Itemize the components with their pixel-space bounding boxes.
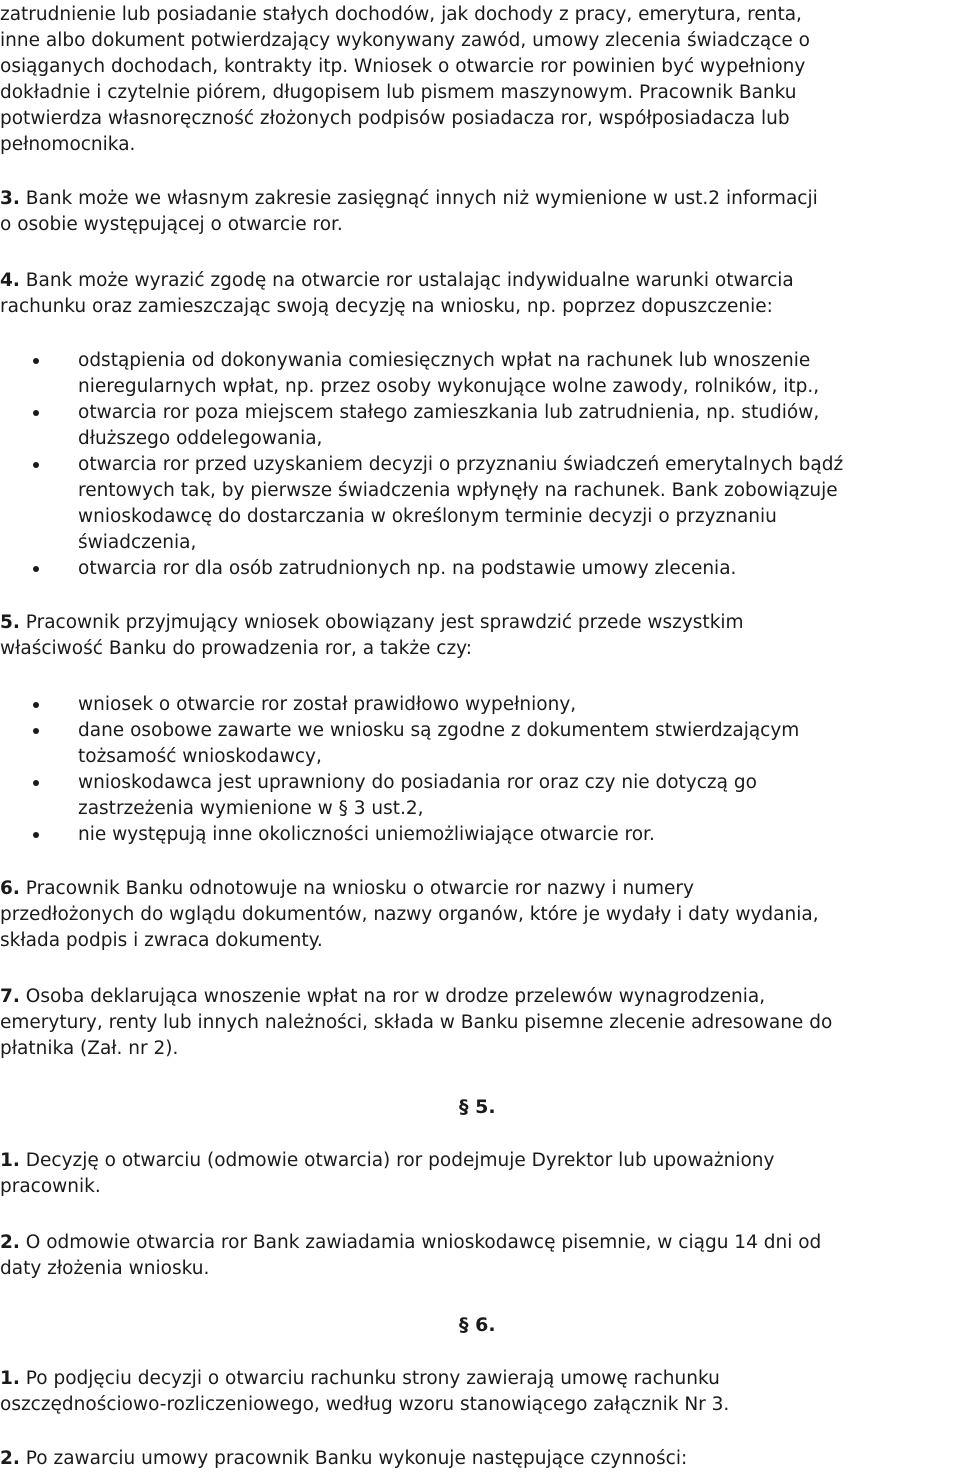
- paragraph-4: [0, 268, 794, 294]
- paragraph-3: [0, 186, 818, 212]
- text-line: potwierdza własnoręczność złożonych podpisów posiadacza ror, współposiadacza lub: [0, 108, 790, 129]
- list-item-continuation: nieregularnych wpłat, np. przez osoby wykonujące wolne zawody, rolników, itp.,: [78, 376, 820, 397]
- text-line: pełnomocnika.: [0, 134, 136, 155]
- text-line: płatnika (Zał. nr 2).: [0, 1038, 179, 1059]
- text-line: właściwość Banku do prowadzenia ror, a także czy:: [0, 638, 473, 659]
- list-item: otwarcia ror przed uzyskaniem decyzji o przyznaniu świadczeń emerytalnych bądź: [78, 454, 844, 475]
- text-line: Bank może we własnym zakresie zasięgnąć innych niż wymienione w ust.2 informacji: [19, 188, 818, 209]
- list-item: dane osobowe zawarte we wniosku są zgodne z dokumentem stwierdzającym: [78, 720, 800, 741]
- section-6-paragraph-1: [0, 1366, 720, 1392]
- section-heading: § 6.: [459, 1314, 496, 1336]
- text-line: emerytury, renty lub innych należności, składa w Banku pisemne zlecenie adresowane do: [0, 1012, 833, 1033]
- text-line: daty złożenia wniosku.: [0, 1258, 210, 1279]
- paragraph-number: 3.: [0, 188, 20, 209]
- list-item-continuation: świadczenia,: [78, 532, 197, 553]
- paragraph-number: 1.: [0, 1368, 20, 1389]
- bullet-icon: [33, 410, 39, 416]
- paragraph-number: 5.: [0, 612, 20, 633]
- bullet-icon: [33, 462, 39, 468]
- bullet-icon: [33, 832, 39, 838]
- list-item: nie występują inne okoliczności uniemożliwiające otwarcie ror.: [78, 824, 655, 845]
- section-heading: § 5.: [459, 1096, 496, 1118]
- paragraph-7: [0, 984, 765, 1010]
- paragraph-number: 4.: [0, 270, 20, 291]
- text-line: oszczędnościowo-rozliczeniowego, według wzoru stanowiącego załącznik Nr 3.: [0, 1394, 730, 1415]
- text-line: zatrudnienie lub posiadanie stałych dochodów, jak dochody z pracy, emerytura, renta,: [0, 4, 802, 25]
- bullet-icon: [33, 358, 39, 364]
- paragraph-number: 1.: [0, 1150, 20, 1171]
- list-item-continuation: wnioskodawcę do dostarczania w określonym terminie decyzji o przyznaniu: [78, 506, 777, 527]
- list-item: wnioskodawca jest uprawniony do posiadania ror oraz czy nie dotyczą go: [78, 772, 757, 793]
- text-line: rachunku oraz zamieszczając swoją decyzję na wniosku, np. poprzez dopuszczenie:: [0, 296, 773, 317]
- text-line: o osobie występującej o otwarcie ror.: [0, 214, 343, 235]
- text-line: Osoba deklarująca wnoszenie wpłat na ror w drodze przelewów wynagrodzenia,: [19, 986, 766, 1007]
- list-item: otwarcia ror poza miejscem stałego zamieszkania lub zatrudnienia, np. studiów,: [78, 402, 820, 423]
- list-item: odstąpienia od dokonywania comiesięcznych wpłat na rachunek lub wnoszenie: [78, 350, 811, 371]
- text-line: przedłożonych do wglądu dokumentów, nazwy organów, które je wydały i daty wydania,: [0, 904, 819, 925]
- bullet-icon: [33, 566, 39, 572]
- paragraph-6: [0, 876, 694, 902]
- paragraph-number: 7.: [0, 986, 20, 1007]
- list-item: wniosek o otwarcie ror został prawidłowo wypełniony,: [78, 694, 577, 715]
- text-line: Decyzję o otwarciu (odmowie otwarcia) ror podejmuje Dyrektor lub upoważniony: [19, 1150, 775, 1171]
- bullet-icon: [33, 728, 39, 734]
- text-line: osiąganych dochodach, kontrakty itp. Wniosek o otwarcie ror powinien być wypełniony: [0, 56, 806, 77]
- text-line: Po zawarciu umowy pracownik Banku wykonuje następujące czynności:: [19, 1448, 688, 1469]
- bullet-icon: [33, 702, 39, 708]
- text-line: Pracownik Banku odnotowuje na wniosku o otwarcie ror nazwy i numery: [19, 878, 694, 899]
- text-line: Bank może wyrazić zgodę na otwarcie ror ustalając indywidualne warunki otwarcia: [19, 270, 794, 291]
- paragraph-5: [0, 610, 744, 636]
- text-line: Po podjęciu decyzji o otwarciu rachunku strony zawierają umowę rachunku: [19, 1368, 720, 1389]
- paragraph-number: 6.: [0, 878, 20, 899]
- text-line: składa podpis i zwraca dokumenty.: [0, 930, 323, 951]
- paragraph-number: 2.: [0, 1232, 20, 1253]
- text-line: Pracownik przyjmujący wniosek obowiązany jest sprawdzić przede wszystkim: [19, 612, 744, 633]
- section-5-paragraph-1: [0, 1148, 774, 1174]
- section-6-paragraph-2: [0, 1446, 687, 1472]
- list-item-continuation: tożsamość wnioskodawcy,: [78, 746, 322, 767]
- text-line: dokładnie i czytelnie piórem, długopisem lub pismem maszynowym. Pracownik Banku: [0, 82, 797, 103]
- list-item-continuation: zastrzeżenia wymienione w § 3 ust.2,: [78, 798, 424, 819]
- text-line: pracownik.: [0, 1176, 101, 1197]
- list-item: otwarcia ror dla osób zatrudnionych np. na podstawie umowy zlecenia.: [78, 558, 737, 579]
- list-item-continuation: dłuższego oddelegowania,: [78, 428, 323, 449]
- section-5-paragraph-2: [0, 1230, 821, 1256]
- list-item-continuation: rentowych tak, by pierwsze świadczenia wpłynęły na rachunek. Bank zobowiązuje: [78, 480, 838, 501]
- text-line: inne albo dokument potwierdzający wykonywany zawód, umowy zlecenia świadczące o: [0, 30, 810, 51]
- text-line: O odmowie otwarcia ror Bank zawiadamia wnioskodawcę pisemnie, w ciągu 14 dni od: [19, 1232, 822, 1253]
- bullet-icon: [33, 780, 39, 786]
- paragraph-number: 2.: [0, 1448, 20, 1469]
